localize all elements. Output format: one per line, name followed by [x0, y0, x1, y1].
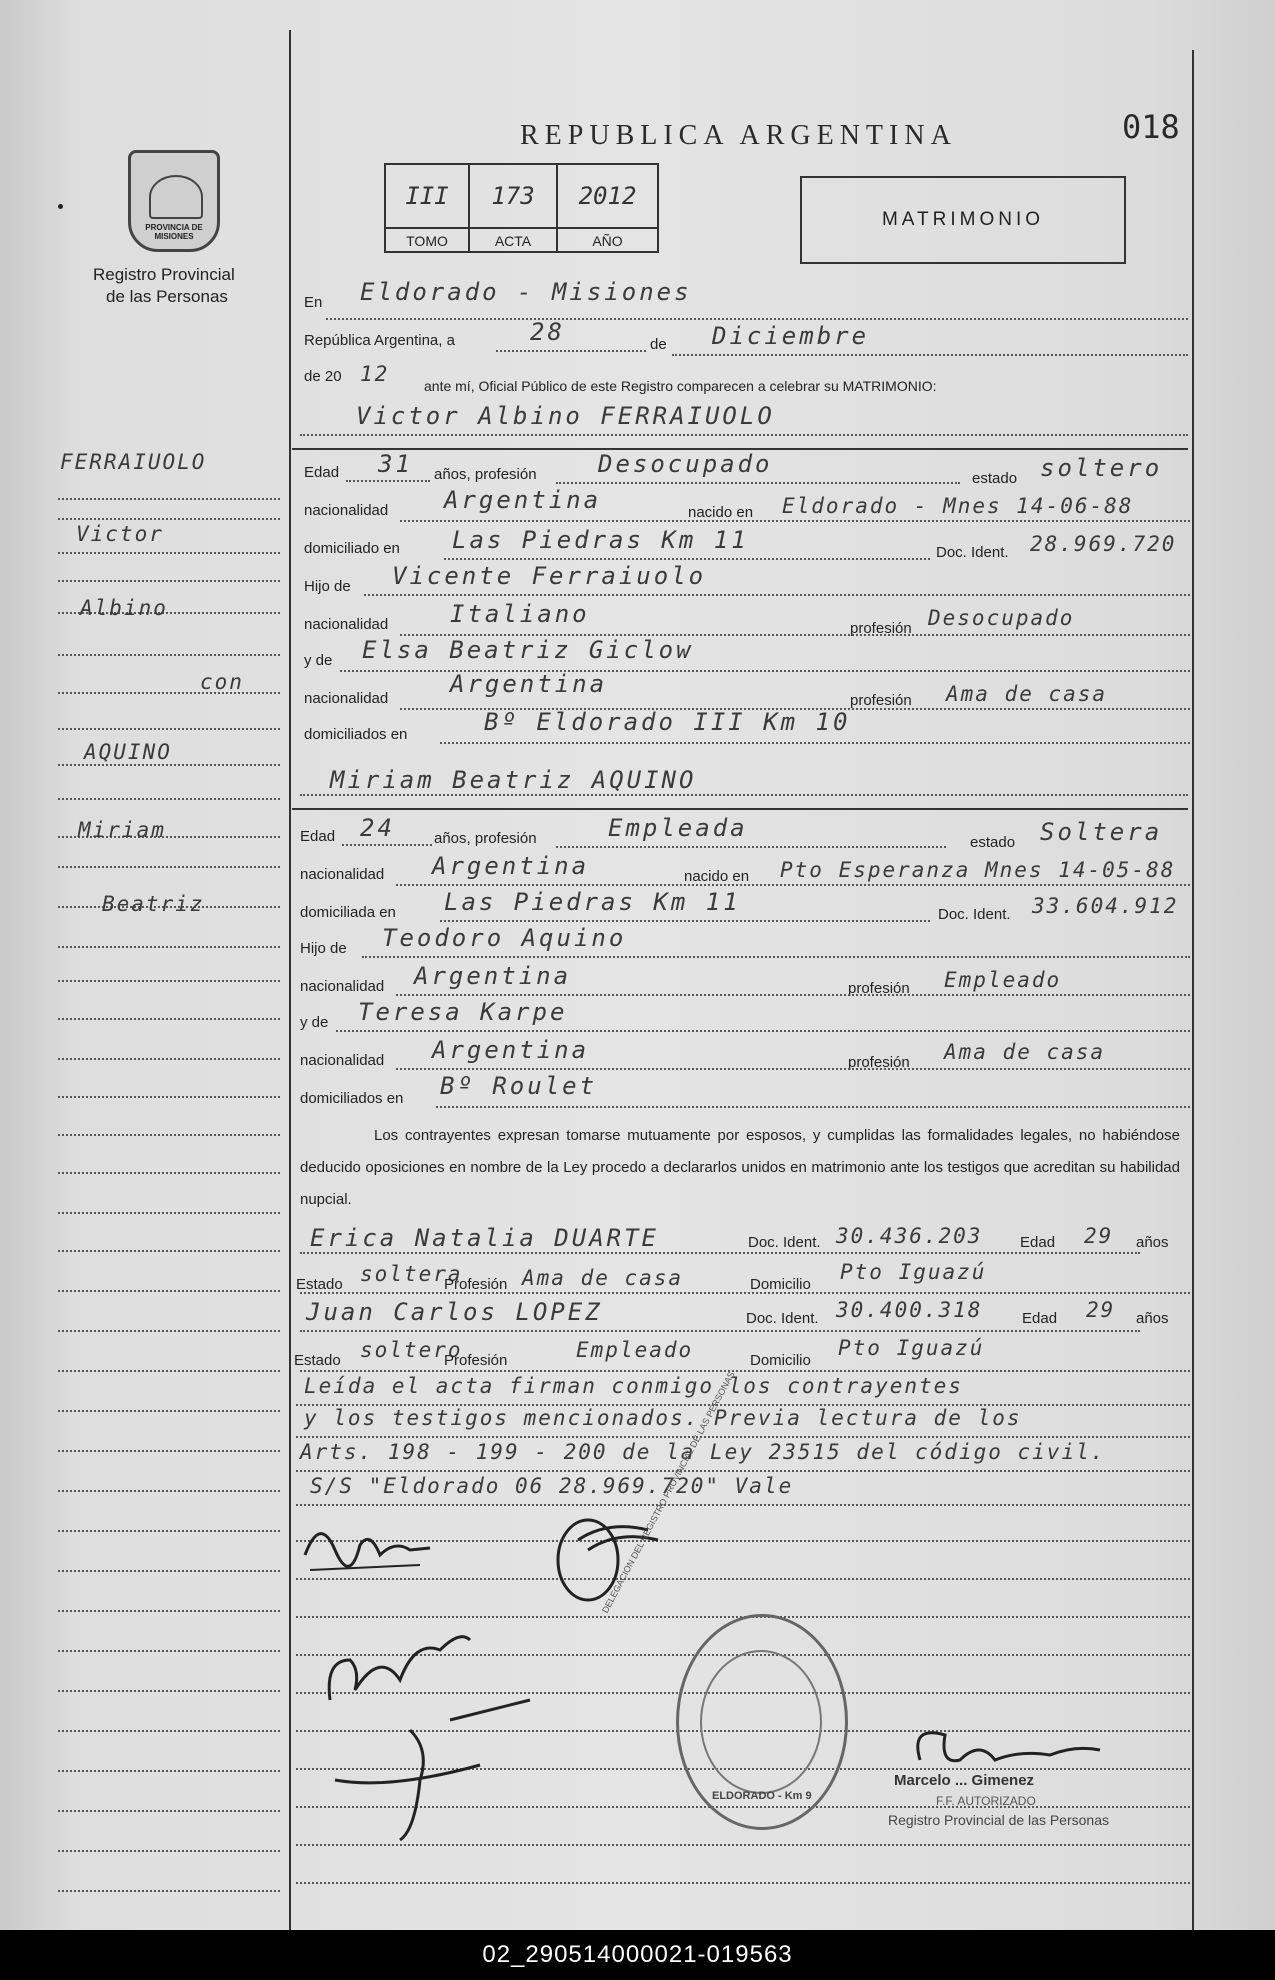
bride-birth: Pto Esperanza Mnes 14-05-88: [780, 858, 1176, 882]
witness2-name: Juan Carlos LOPEZ: [306, 1298, 603, 1326]
registry-name-line2: de las Personas: [106, 287, 228, 306]
groom-doc: 28.969.720: [1030, 532, 1177, 556]
groom-father: Vicente Ferraiuolo: [392, 562, 707, 590]
bride-mother-prof: Ama de casa: [944, 1040, 1106, 1064]
declaration-text: Los contrayentes expresan tomarse mutuamente por esposos, y cumplidas las formalidades legales, no habiéndose deducido oposiciones en nombre de la Ley procedo a declararlos unidos en matrimonio ante los testigos que acreditan su habilidad nupcial.: [300, 1127, 1180, 1208]
record-type-box: [800, 176, 1126, 264]
document-id-footer: [0, 1930, 1275, 1980]
republica-label: República Argentina, a: [304, 332, 455, 349]
groom-mother-nat: Argentina: [450, 670, 608, 698]
bride-estado-label: estado: [970, 834, 1016, 851]
document-id: 02_290514000021-019563: [482, 1941, 793, 1968]
groom-birth: Eldorado - Mnes 14-06-88: [782, 494, 1134, 518]
margin-note-second: Albino: [80, 596, 168, 620]
groom-parents-dom: Bº Eldorado III Km 10: [484, 708, 851, 736]
page-number: 018: [1122, 108, 1180, 146]
bride-parents-dom-label: domiciliados en: [300, 1090, 404, 1107]
bride-father: Teodoro Aquino: [382, 924, 627, 952]
groom-mother-prof-label: profesión: [850, 692, 912, 709]
witness1-profession: Ama de casa: [522, 1266, 684, 1290]
witness1-doc: 30.436.203: [836, 1224, 983, 1248]
groom-domicile: Las Piedras Km 11: [452, 526, 749, 554]
note-line-3: Arts. 198 - 199 - 200 de la Ley 23515 del código civil.: [300, 1440, 1106, 1464]
year-suffix: 12: [360, 362, 390, 386]
officer-title: F.F. AUTORIZADO: [936, 1794, 1036, 1808]
groom-father-prof: Desocupado: [928, 606, 1075, 630]
place-value: Eldorado - Misiones: [360, 278, 692, 306]
bride-section-rule: [292, 808, 1188, 810]
record-reference-table: [384, 163, 659, 253]
witness1-doc-label: Doc. Ident.: [748, 1234, 821, 1251]
groom-nacido-label: nacido en: [688, 504, 754, 521]
witness1-domicile: Pto Iguazú: [840, 1260, 987, 1284]
groom-hijo-label: Hijo de: [304, 578, 351, 595]
acta-value: 173: [470, 165, 558, 227]
witness1-name: Erica Natalia DUARTE: [310, 1224, 659, 1252]
margin-note-bride-first: Miriam: [78, 818, 166, 842]
groom-mother: Elsa Beatriz Giclow: [362, 636, 694, 664]
country-title: REPUBLICA ARGENTINA: [520, 120, 957, 151]
bride-father-nat: Argentina: [414, 962, 572, 990]
groom-edad-label: Edad: [304, 464, 340, 481]
groom-nationality: Argentina: [444, 486, 602, 514]
note-line-1: Leída el acta firman conmigo los contrayentes: [304, 1374, 963, 1398]
groom-doc-label: Doc. Ident.: [936, 544, 1009, 561]
misiones-logo: [128, 150, 220, 252]
witness1-estado-label: Estado: [296, 1276, 343, 1293]
left-margin-rule: [289, 30, 291, 1930]
stamp-center-text: ELDORADO - Km 9: [712, 1790, 812, 1802]
witness2-edad-label: Edad: [1022, 1310, 1058, 1327]
groom-mother-prof: Ama de casa: [946, 682, 1108, 706]
bride-profession: Empleada: [608, 814, 748, 842]
stamp-ring-text: DELEGACION DEL REGISTRO PROVINCIAL DE LAS PERSONAS: [600, 1369, 737, 1615]
registry-stamp-inner: [700, 1650, 822, 1794]
bride-doc: 33.604.912: [1032, 894, 1179, 918]
witness2-marital: soltero: [360, 1338, 463, 1362]
groom-father-nat-label: nacionalidad: [304, 616, 389, 633]
groom-signature: [300, 1510, 440, 1590]
bride-doc-label: Doc. Ident.: [938, 906, 1011, 923]
margin-note-first: Victor: [76, 522, 164, 546]
right-margin-rule: [1192, 50, 1194, 1930]
officer-name: Marcelo ... Gimenez: [894, 1772, 1035, 1789]
de-label: de: [650, 336, 667, 353]
tomo-label: TOMO: [386, 227, 470, 253]
groom-dom-label: domiciliado en: [304, 540, 400, 557]
groom-nac-label: nacionalidad: [304, 502, 389, 519]
bride-yde-label: y de: [300, 1014, 329, 1031]
margin-note-bride-second: Beatriz: [102, 892, 205, 916]
bride-anos-profesion-label: años, profesión: [434, 830, 537, 847]
witness2-age: 29: [1086, 1298, 1116, 1322]
bride-mother-nat: Argentina: [432, 1036, 590, 1064]
groom-profession: Desocupado: [598, 450, 773, 478]
margin-note-surname: FERRAIUOLO: [60, 450, 207, 474]
logo-text: PROVINCIA DE MISIONES: [145, 223, 203, 241]
witness1-edad-label: Edad: [1020, 1234, 1056, 1251]
margin-note-con: con: [200, 670, 244, 694]
witness1-age: 29: [1084, 1224, 1114, 1248]
bride-mother-nat-label: nacionalidad: [300, 1052, 385, 1069]
bride-nacido-label: nacido en: [684, 868, 750, 885]
note-line-4: S/S "Eldorado 06 28.969.720" Vale: [310, 1474, 794, 1498]
day-value: 28: [530, 318, 565, 346]
registry-name-line1: Registro Provincial: [93, 265, 235, 284]
bride-hijo-label: Hijo de: [300, 940, 347, 957]
bullet-dot: [58, 204, 63, 209]
bride-mother: Teresa Karpe: [358, 998, 568, 1026]
groom-full-name: Victor Albino FERRAIUOLO: [356, 402, 775, 430]
witness2-prof-label: Profesión: [444, 1352, 508, 1369]
witness1-marital: soltera: [360, 1262, 463, 1286]
note-line-2: y los testigos mencionados. Previa lectura de los: [304, 1406, 1022, 1430]
bride-parents-dom: Bº Roulet: [440, 1072, 598, 1100]
bride-father-nat-label: nacionalidad: [300, 978, 385, 995]
bride-dom-label: domiciliada en: [300, 904, 396, 921]
groom-estado-label: estado: [972, 470, 1018, 487]
witness1-prof-label: Profesión: [444, 1276, 508, 1293]
witness1-dom-label: Domicilio: [750, 1276, 811, 1293]
month-value: Diciembre: [712, 322, 870, 350]
officer-office: Registro Provincial de las Personas: [888, 1812, 1109, 1828]
bride-full-name: Miriam Beatriz AQUINO: [330, 766, 697, 794]
groom-parents-dom-label: domiciliados en: [304, 726, 408, 743]
witness2-anos-label: años: [1136, 1310, 1169, 1327]
acta-label: ACTA: [470, 227, 558, 253]
witness2-dom-label: Domicilio: [750, 1352, 811, 1369]
groom-yde-label: y de: [304, 652, 333, 669]
groom-age: 31: [378, 450, 413, 478]
witness2-domicile: Pto Iguazú: [838, 1336, 985, 1360]
bride-mother-prof-label: profesión: [848, 1054, 910, 1071]
tomo-value: III: [386, 165, 470, 227]
record-type: MATRIMONIO: [881, 209, 1045, 230]
groom-marital: soltero: [1040, 454, 1163, 482]
anio-label: AÑO: [558, 227, 657, 253]
bride-nationality: Argentina: [432, 852, 590, 880]
groom-anos-profesion-label: años, profesión: [434, 466, 537, 483]
bride-father-prof-label: profesión: [848, 980, 910, 997]
bride-edad-label: Edad: [300, 828, 336, 845]
groom-father-prof-label: profesión: [850, 620, 912, 637]
en-label: En: [304, 294, 323, 311]
bride-father-prof: Empleado: [944, 968, 1062, 992]
bride-domicile: Las Piedras Km 11: [444, 888, 741, 916]
bride-marital: Soltera: [1040, 818, 1163, 846]
groom-mother-nat-label: nacionalidad: [304, 690, 389, 707]
groom-father-nat: Italiano: [450, 600, 590, 628]
witness2-doc-label: Doc. Ident.: [746, 1310, 819, 1327]
margin-note-bride-surname: AQUINO: [84, 740, 172, 764]
anio-value: 2012: [578, 182, 637, 210]
intro-text: ante mí, Oficial Público de este Registro comparecen a celebrar su MATRIMONIO:: [424, 378, 937, 394]
bride-age: 24: [360, 814, 395, 842]
witness2-profession: Empleado: [576, 1338, 694, 1362]
de20-label: de 20: [304, 368, 342, 385]
bride-nac-label: nacionalidad: [300, 866, 385, 883]
witness1-anos-label: años: [1136, 1234, 1169, 1251]
witness2-doc: 30.400.318: [836, 1298, 983, 1322]
witness2-signature: [330, 1690, 570, 1850]
witness2-estado-label: Estado: [294, 1352, 341, 1369]
